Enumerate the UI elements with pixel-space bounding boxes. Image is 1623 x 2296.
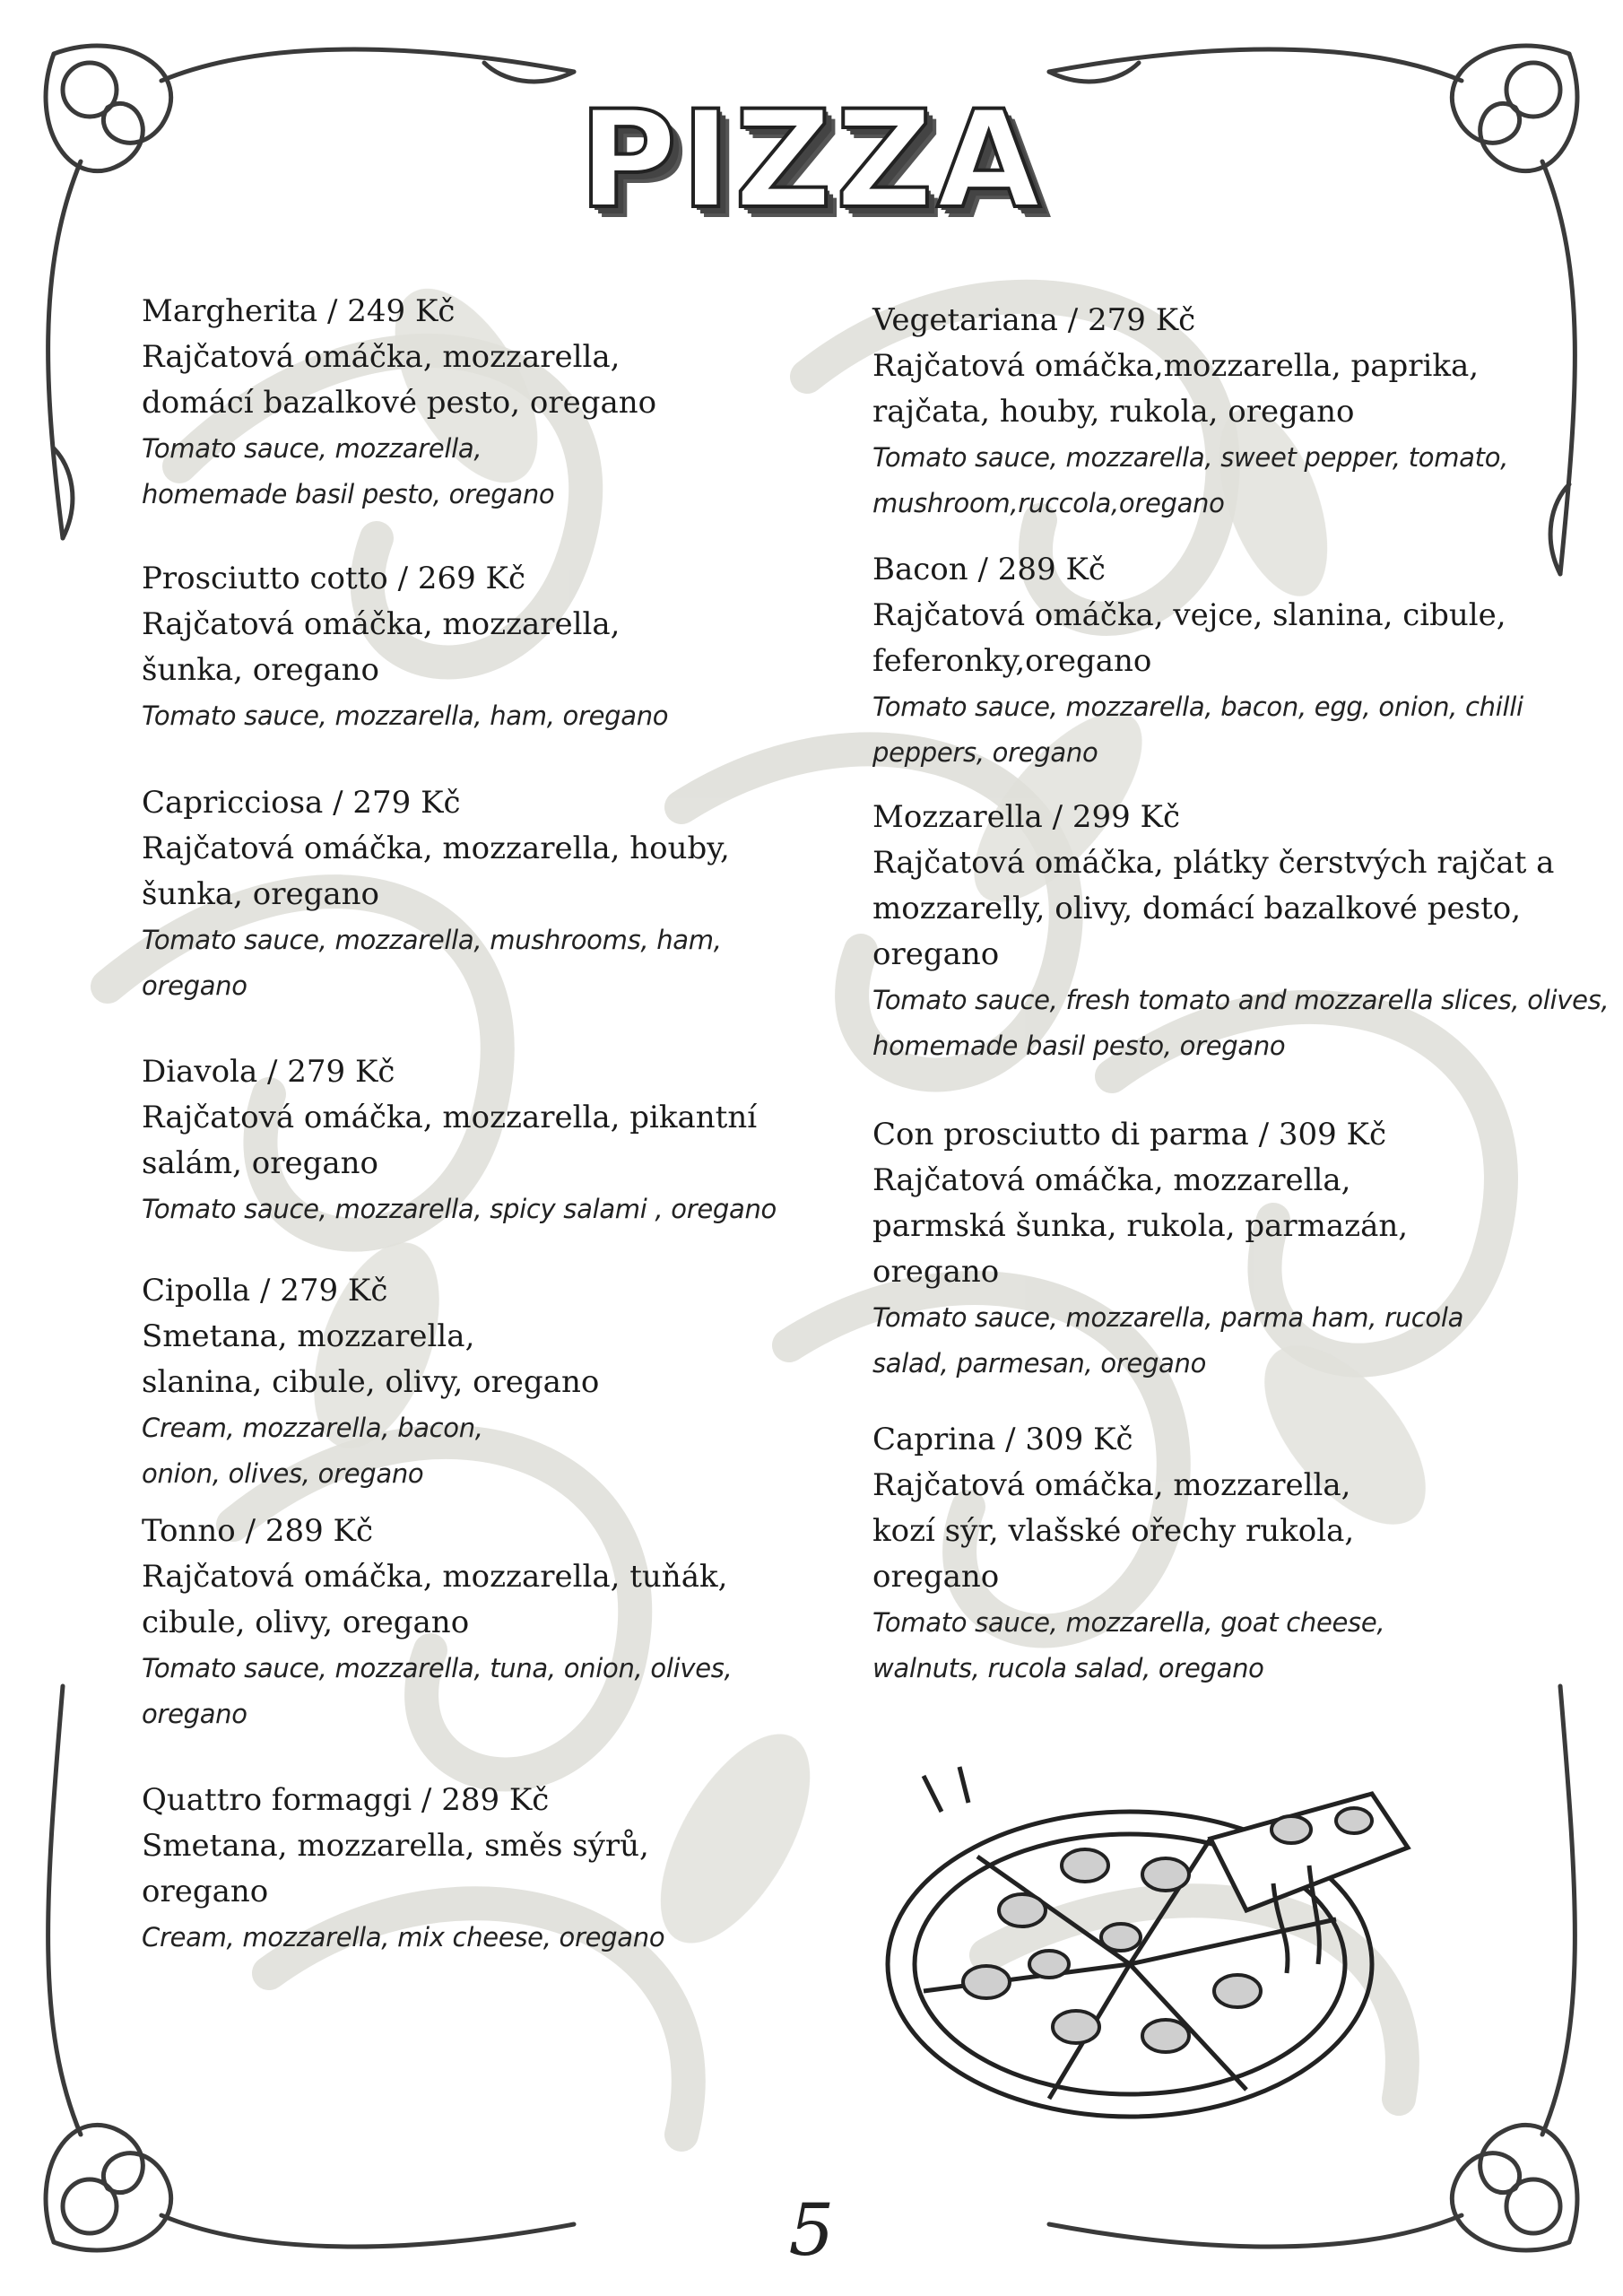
menu-item-english-description: Tomato sauce, mozzarella, sweet pepper, tomato, mushroom,ruccola,oregano [872, 442, 1509, 518]
menu-item-czech-description: Rajčatová omáčka, mozzarella, houby, šunka, oregano [142, 831, 730, 912]
menu-item [142, 1049, 859, 1232]
menu-item-english-description: Tomato sauce, mozzarella, homemade basil pesto, oregano [142, 433, 555, 509]
menu-item [872, 1417, 1617, 1692]
menu-item-english-description: Cream, mozzarella, bacon, onion, olives, oregano [142, 1413, 483, 1489]
menu-item-czech-description: Rajčatová omáčka, mozzarella, pikantní salám, oregano [142, 1100, 758, 1181]
menu-item-czech-description: Rajčatová omáčka, mozzarella, parmská šunka, rukola, parmazán, oregano [872, 1162, 1409, 1290]
menu-item-name: Margherita / 249 Kč [142, 293, 456, 329]
menu-item-czech-description: Smetana, mozzarella, směs sýrů, oregano [142, 1828, 649, 1909]
menu-item [142, 780, 859, 1009]
menu-item-name: Bacon / 289 Kč [872, 552, 1106, 587]
menu-item-english-description: Tomato sauce, fresh tomato and mozzarella slices, olives, homemade basil pesto, oregano [872, 985, 1610, 1061]
menu-item [142, 556, 859, 739]
menu-item-name: Mozzarella / 299 Kč [872, 799, 1180, 835]
menu-item-czech-description: Rajčatová omáčka, mozzarella, tuňák, cibule, olivy, oregano [142, 1559, 728, 1640]
menu-item-czech-description: Rajčatová omáčka, vejce, slanina, cibule, feferonky,oregano [872, 597, 1506, 679]
menu-item [872, 795, 1617, 1069]
menu-item-name: Caprina / 309 Kč [872, 1422, 1133, 1457]
menu-item-name: Diavola / 279 Kč [142, 1054, 395, 1090]
menu-item-english-description: Cream, mozzarella, mix cheese, oregano [142, 1922, 665, 1952]
menu-item [872, 547, 1617, 776]
corner-ornament-bottom-left [46, 1686, 574, 2250]
page-number: 5 [788, 2188, 835, 2272]
menu-item-english-description: Tomato sauce, mozzarella, goat cheese, walnuts, rucola salad, oregano [872, 1607, 1385, 1683]
menu-item [872, 298, 1617, 526]
menu-item-name: Cipolla / 279 Kč [142, 1273, 388, 1309]
menu-item-name: Prosciutto cotto / 269 Kč [142, 561, 525, 596]
menu-item [872, 1112, 1617, 1387]
menu-item-english-description: Tomato sauce, mozzarella, spicy salami , oregano [142, 1194, 777, 1224]
menu-item [142, 289, 859, 517]
menu-item-name: Vegetariana / 279 Kč [872, 302, 1196, 338]
menu-item [142, 1778, 859, 1961]
menu-item-czech-description: Rajčatová omáčka, plátky čerstvých rajčat a mozzarelly, olivy, domácí bazalkové pesto, oregano [872, 845, 1555, 972]
page-title: PIZZA [578, 83, 1045, 239]
menu-item-name: Tonno / 289 Kč [142, 1513, 373, 1549]
menu-item [142, 1509, 859, 1737]
menu-item-czech-description: Smetana, mozzarella, slanina, cibule, olivy, oregano [142, 1318, 600, 1400]
menu-item-czech-description: Rajčatová omáčka,mozzarella, paprika, rajčata, houby, rukola, oregano [872, 348, 1480, 430]
menu-item-english-description: Tomato sauce, mozzarella, ham, oregano [142, 700, 669, 731]
menu-item-name: Con prosciutto di parma / 309 Kč [872, 1117, 1387, 1152]
pizza-illustration [870, 1758, 1444, 2135]
menu-item-name: Quattro formaggi / 289 Kč [142, 1782, 550, 1818]
menu-item-english-description: Tomato sauce, mozzarella, bacon, egg, onion, chilli peppers, oregano [872, 691, 1523, 768]
menu-item-english-description: Tomato sauce, mozzarella, tuna, onion, olives, oregano [142, 1653, 733, 1729]
menu-item-name: Capricciosa / 279 Kč [142, 785, 461, 821]
menu-item-czech-description: Rajčatová omáčka, mozzarella, kozí sýr, vlašské ořechy rukola, oregano [872, 1467, 1355, 1595]
menu-item-english-description: Tomato sauce, mozzarella, mushrooms, ham, oregano [142, 925, 722, 1001]
menu-item-czech-description: Rajčatová omáčka, mozzarella, domácí bazalkové pesto, oregano [142, 339, 657, 421]
menu-item-czech-description: Rajčatová omáčka, mozzarella, šunka, oregano [142, 606, 621, 688]
menu-item [142, 1268, 859, 1497]
menu-item-english-description: Tomato sauce, mozzarella, parma ham, rucola salad, parmesan, oregano [872, 1302, 1464, 1378]
